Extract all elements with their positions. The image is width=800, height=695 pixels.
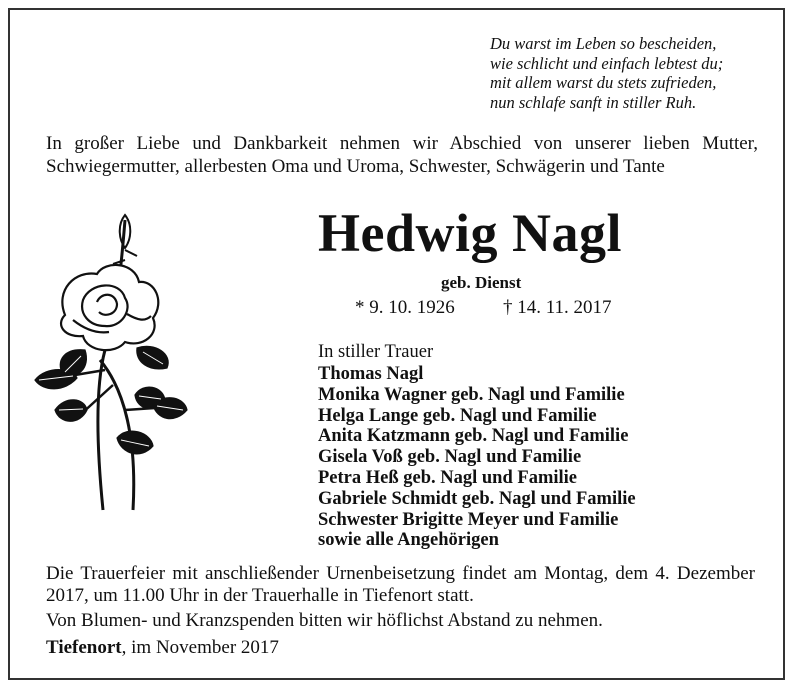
place-date-line bbox=[46, 637, 279, 659]
mourner: sowie alle Angehörigen bbox=[318, 530, 499, 551]
mourner: Monika Wagner geb. Nagl und Familie bbox=[318, 384, 625, 405]
poem bbox=[490, 34, 723, 112]
birth-date: * 9. 10. 1926 bbox=[355, 297, 455, 318]
mourner: Helga Lange geb. Nagl und Familie bbox=[318, 405, 597, 426]
mourner: Petra Heß geb. Nagl und Familie bbox=[318, 467, 577, 488]
death-date: † 14. 11. 2017 bbox=[503, 297, 612, 318]
mourner: Schwester Brigitte Meyer und Familie bbox=[318, 509, 619, 530]
poem-line: nun schlafe sanft in stiller Ruh. bbox=[490, 92, 697, 112]
notice-date: , im November 2017 bbox=[121, 637, 279, 658]
flowers-note: Von Blumen- und Kranzspenden bitten wir höflichst Abstand zu nehmen. bbox=[46, 610, 603, 631]
funeral-service-text: Die Trauerfeier mit anschließender Urnenbeisetzung findet am Montag, dem 4. Dezember 2017, um 11.00 Uhr in der Trauerhalle in Tiefenort statt. bbox=[46, 563, 755, 606]
mourner: Thomas Nagl bbox=[318, 364, 424, 384]
mourner: Gabriele Schmidt geb. Nagl und Familie bbox=[318, 488, 636, 509]
mourner: Gisela Voß geb. Nagl und Familie bbox=[318, 447, 582, 468]
poem-line: wie schlicht und einfach lebtest du; bbox=[490, 53, 724, 73]
place-name: Tiefenort bbox=[46, 637, 122, 658]
poem-line: mit allem warst du stets zufrieden, bbox=[490, 73, 717, 92]
mourner: Anita Katzmann geb. Nagl und Familie bbox=[318, 426, 629, 447]
poem-line: Du warst im Leben so bescheiden, bbox=[490, 34, 717, 53]
deceased-name: Hedwig Nagl bbox=[318, 203, 623, 263]
rose-illustration bbox=[25, 210, 190, 515]
mourners-list bbox=[318, 364, 636, 551]
mourning-heading: In stiller Trauer bbox=[318, 342, 434, 362]
intro-text: In großer Liebe und Dankbarkeit nehmen wir Abschied von unserer lieben Mutter, Schwiegermutter, allerbesten Oma und Uroma, Schwester, Schwägerin und Tante bbox=[46, 133, 758, 177]
birth-name: geb. Dienst bbox=[441, 273, 522, 292]
